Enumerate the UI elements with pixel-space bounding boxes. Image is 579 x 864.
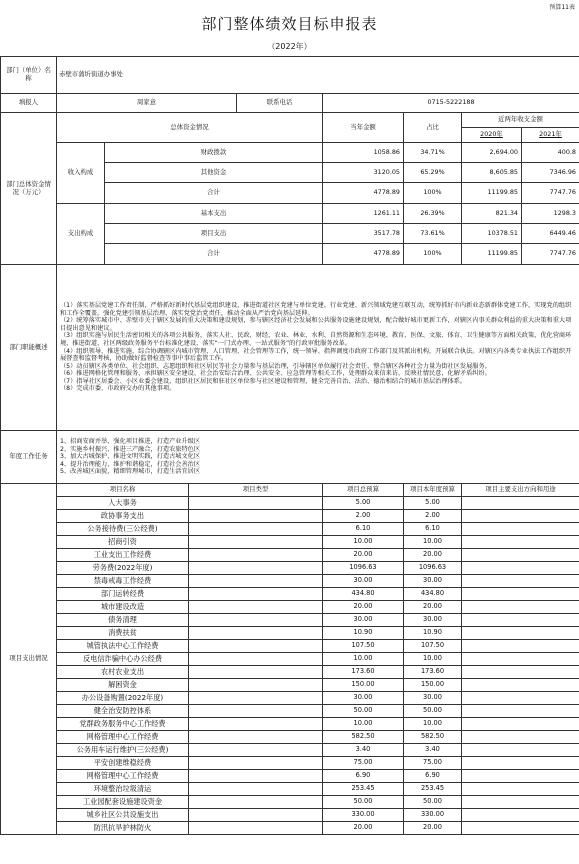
project-year: 5.00 [404, 497, 462, 510]
project-row [1, 640, 579, 653]
funds-row-2021: 7747.76 [522, 183, 579, 204]
duties-label: 部门职能概述 [1, 265, 57, 431]
duty-paragraph: （3）组织实施与居民生活密切相关的各项公共服务，落实人社、民政、财经、农业、林业、水利、自然资源和生态环境、教育、医保、文旅、体育、卫生健康等方面相关政策，优化营商环境，推进街道、社区两级政务服务平台标准化建设，落实“一门式办理、一站式服务”的行政审批服务改革。 [60, 332, 572, 347]
duty-paragraph: （1）落实基层党建工作责任制，严格抓好新时代基层党组织建设，推进街道社区党建与单位党建、行业党建、新兴领域党建互联互动，统筹抓好市内新业态新群体党建工作，实现党的组织和工作全覆盖。强化党建引领基层治理，落实党党治党责任，推动全面从严治党向基层延伸。 [60, 302, 572, 317]
project-year: 253.45 [404, 783, 462, 796]
project-row [1, 809, 579, 822]
projects-header-content: 项目主要支出方向和用途 [462, 484, 579, 497]
funds-row-share: 26.39% [404, 204, 462, 224]
phone-label: 联系电话 [237, 94, 323, 113]
project-total: 10.90 [323, 627, 404, 640]
funds-row-amount: 4778.89 [323, 244, 404, 265]
project-name: 网格管理中心工作经费 [57, 731, 189, 744]
projects-header-total: 项目总预算 [323, 484, 404, 497]
project-year: 173.60 [404, 666, 462, 679]
project-total: 50.00 [323, 705, 404, 718]
project-row [1, 510, 579, 523]
project-name: 城市建设改造 [57, 601, 189, 614]
project-year: 75.00 [404, 757, 462, 770]
funds-row-name: 财政拨款 [105, 143, 323, 163]
report-year: （2022年） [267, 42, 312, 51]
project-year: 2.00 [404, 510, 462, 523]
phone-number: 0715-5222188 [323, 94, 579, 113]
funds-row-2021: 400.8 [522, 143, 579, 163]
duty-paragraph: （4）组织领导、推进实施、综合协调辖区内城市管理、人口管理、社会管理等工作，统一领导、指挥调度市政府工作部门及其派出机构，开展联合执法。对辖区内各类专业执法工作组织开展督查和监督考核，协助做好监督检查等事中事后监管工作。 [60, 347, 572, 363]
projects-label: 项目支出情况 [1, 484, 57, 835]
project-year: 30.00 [404, 614, 462, 627]
project-row [1, 744, 579, 757]
project-total: 10.00 [323, 536, 404, 549]
funds-header-current: 当年金额 [323, 113, 404, 143]
funds-row-2021: 7346.96 [522, 163, 579, 183]
dept-label: 部门（单位）名称 [1, 57, 57, 94]
project-year: 6.90 [404, 770, 462, 783]
project-row [1, 497, 579, 510]
project-row [1, 705, 579, 718]
dept-name: 赤壁市蒲圻街道办事处 [57, 57, 579, 94]
funds-row-2021: 1298.3 [522, 204, 579, 224]
project-year: 1096.63 [404, 562, 462, 575]
funds-row [1, 143, 579, 163]
project-row [1, 562, 579, 575]
funds-row-share: 100% [404, 244, 462, 265]
funds-section-label: 部门总体资金情况（万元） [1, 113, 57, 265]
project-total: 434.80 [323, 588, 404, 601]
project-total: 6.10 [323, 523, 404, 536]
task-item: 4、提升治理能力，维护和谐稳定，打造社会善治区 [60, 460, 201, 468]
project-year: 20.00 [404, 601, 462, 614]
funds-row-name: 其他资金 [105, 163, 323, 183]
project-row [1, 614, 579, 627]
project-total: 1096.63 [323, 562, 404, 575]
project-total: 20.00 [323, 601, 404, 614]
project-name: 政协事务支出 [57, 510, 189, 523]
funds-row-2020: 10378.51 [462, 224, 522, 244]
income-label: 收入构成 [57, 143, 105, 204]
funds-row-amount: 1058.86 [323, 143, 404, 163]
project-total: 582.50 [323, 731, 404, 744]
project-name: 健全治安防控体系 [57, 705, 189, 718]
project-name: 消费扶贫 [57, 627, 189, 640]
project-name: 工业支出工作经费 [57, 549, 189, 562]
project-year: 582.50 [404, 731, 462, 744]
project-row [1, 666, 579, 679]
task-item: 1、招商安商并举，强化项目推进，打造产业升级区 [60, 438, 201, 446]
project-name: 防汛抗旱护林防火 [57, 822, 189, 835]
project-total: 5.00 [323, 497, 404, 510]
funds-row-2020: 11199.85 [462, 183, 522, 204]
project-total: 10.00 [323, 718, 404, 731]
project-total: 30.00 [323, 692, 404, 705]
task-item: 2、实施乡村振兴，推进三产融合，打造农旅特色区 [60, 445, 201, 453]
project-year: 20.00 [404, 549, 462, 562]
project-name: 解困资金 [57, 679, 189, 692]
project-total: 330.00 [323, 809, 404, 822]
project-row [1, 731, 579, 744]
project-name: 债务清理 [57, 614, 189, 627]
funds-row-share: 100% [404, 183, 462, 204]
project-name: 反电信诈骗中心办公经费 [57, 653, 189, 666]
project-total: 30.00 [323, 575, 404, 588]
funds-row-2020: 821.34 [462, 204, 522, 224]
funds-header-recent: 近两年收支金额 [462, 113, 579, 128]
project-name: 办公设备购置(2022年度) [57, 692, 189, 705]
funds-row-share: 34.71% [404, 143, 462, 163]
corner-label: 预算11表 [549, 4, 575, 11]
funds-row-2021: 7747.76 [522, 244, 579, 265]
duty-paragraph: （2）统筹落实城市中、赤壁市关于辖区发展的重大决策和建设规划，参与辖区经济社会发展和公共服务设施建设规划，配合做好城市更新工作，对辖区内事关群众利益的重大决策和重大项目提出意见和建议。 [60, 317, 572, 332]
contact-name: 周家意 [57, 94, 237, 113]
funds-row-name: 基本支出 [105, 204, 323, 224]
contact-label: 填报人 [1, 94, 57, 113]
project-year: 434.80 [404, 588, 462, 601]
funds-row [1, 204, 579, 224]
duties-text [57, 265, 579, 431]
project-name: 平安创建维稳经费 [57, 757, 189, 770]
project-total: 20.00 [323, 549, 404, 562]
project-name: 公务接待费(三公经费) [57, 523, 189, 536]
project-total: 30.00 [323, 614, 404, 627]
project-name: 招商引资 [57, 536, 189, 549]
project-row [1, 718, 579, 731]
funds-row-2020: 8,605.85 [462, 163, 522, 183]
year-2020-header: 2020年 [462, 128, 522, 143]
project-total: 107.50 [323, 640, 404, 653]
project-name: 城乡社区公共设施支出 [57, 809, 189, 822]
project-total: 3.40 [323, 744, 404, 757]
projects-header-year: 项目本年度预算 [404, 484, 462, 497]
project-row [1, 783, 579, 796]
funds-row-amount: 4778.89 [323, 183, 404, 204]
projects-header-name: 项目名称 [57, 484, 189, 497]
project-year: 3.40 [404, 744, 462, 757]
year-2021-header: 2021年 [522, 128, 579, 143]
project-name: 农村农业支出 [57, 666, 189, 679]
funds-row-2020: 2,694.00 [462, 143, 522, 163]
project-total: 50.00 [323, 796, 404, 809]
project-total: 75.00 [323, 757, 404, 770]
funds-row-amount: 3517.78 [323, 224, 404, 244]
project-year: 30.00 [404, 692, 462, 705]
expense-label: 支出构成 [57, 204, 105, 265]
project-year: 330.00 [404, 809, 462, 822]
project-row [1, 601, 579, 614]
project-row [1, 588, 579, 601]
duty-paragraph: （6）推进网格化管理和服务，承担辖区安全建设、社会治安综合治理、公共安全、应急管理等相关工作，处理群众来信来访，反映社情民意，化解矛盾纠纷。 [60, 370, 491, 378]
project-row [1, 692, 579, 705]
tasks-label: 年度工作任务 [1, 431, 57, 484]
project-name: 公务用车运行维护(三公经费) [57, 744, 189, 757]
project-name: 工业园配套设施建设资金 [57, 796, 189, 809]
tasks-list [57, 431, 579, 484]
project-row [1, 679, 579, 692]
funds-row-share: 65.29% [404, 163, 462, 183]
project-total: 2.00 [323, 510, 404, 523]
project-row [1, 627, 579, 640]
project-row [1, 523, 579, 536]
project-year: 150.00 [404, 679, 462, 692]
project-year: 50.00 [404, 705, 462, 718]
task-item: 5、改善城区面貌，精细管理城市，打造生活宜居区 [60, 468, 201, 476]
page-title: 部门整体绩效目标申报表 [201, 15, 378, 33]
funds-row-amount: 1261.11 [323, 204, 404, 224]
project-year: 10.00 [404, 718, 462, 731]
project-name: 城管执法中心工作经费 [57, 640, 189, 653]
project-year: 10.90 [404, 627, 462, 640]
project-row [1, 549, 579, 562]
duty-paragraph: （8）完成市委、市政府交办的其他事项。 [60, 385, 176, 393]
project-total: 173.60 [323, 666, 404, 679]
project-year: 10.00 [404, 536, 462, 549]
funds-row-name: 项目支出 [105, 224, 323, 244]
project-total: 150.00 [323, 679, 404, 692]
project-row [1, 822, 579, 835]
projects-header-type: 项目类型 [189, 484, 323, 497]
funds-row-amount: 3120.05 [323, 163, 404, 183]
funds-header-overall: 总体资金情况 [57, 113, 323, 143]
project-row [1, 757, 579, 770]
project-row [1, 770, 579, 783]
project-year: 107.50 [404, 640, 462, 653]
project-row [1, 653, 579, 666]
project-name: 党群政务服务中心工作经费 [57, 718, 189, 731]
funds-row-2021: 6449.46 [522, 224, 579, 244]
project-name: 禁毒戒毒工作经费 [57, 575, 189, 588]
duty-paragraph: （5）动员辖区各类单位、社会组织、志愿组织和社区居民等社会力量参与基层治理，引导辖区单位履行社会责任，整合辖区各种社会力量为街社区发展服务。 [60, 362, 491, 370]
duty-paragraph: （7）指导社区居委会、小区业委会建设，组织社区居民和驻社区单位参与社区建设和管理，健全完善自治、法治、德治相结合的城市基层治理体系。 [60, 377, 467, 385]
project-name: 网格管理中心工作经费 [57, 770, 189, 783]
project-row [1, 536, 579, 549]
funds-header-share: 占比 [404, 113, 462, 143]
project-total: 6.90 [323, 770, 404, 783]
project-row [1, 575, 579, 588]
project-name: 人大事务 [57, 497, 189, 510]
project-row [1, 796, 579, 809]
project-year: 20.00 [404, 822, 462, 835]
funds-row-share: 73.61% [404, 224, 462, 244]
project-total: 20.00 [323, 822, 404, 835]
project-total: 10.00 [323, 653, 404, 666]
project-total: 253.45 [323, 783, 404, 796]
project-year: 50.00 [404, 796, 462, 809]
funds-row-2020: 11199.85 [462, 244, 522, 265]
performance-table [0, 56, 579, 835]
funds-row-name: 合计 [105, 244, 323, 265]
project-year: 30.00 [404, 575, 462, 588]
project-name: 劳务费(2022年度) [57, 562, 189, 575]
project-year: 10.00 [404, 653, 462, 666]
funds-row-name: 合计 [105, 183, 323, 204]
project-name: 部门运转经费 [57, 588, 189, 601]
project-year: 6.10 [404, 523, 462, 536]
project-name: 环境整治垃圾清运 [57, 783, 189, 796]
task-item: 3、加大古城保护，推进文明实践，打造古城文化区 [60, 453, 201, 461]
